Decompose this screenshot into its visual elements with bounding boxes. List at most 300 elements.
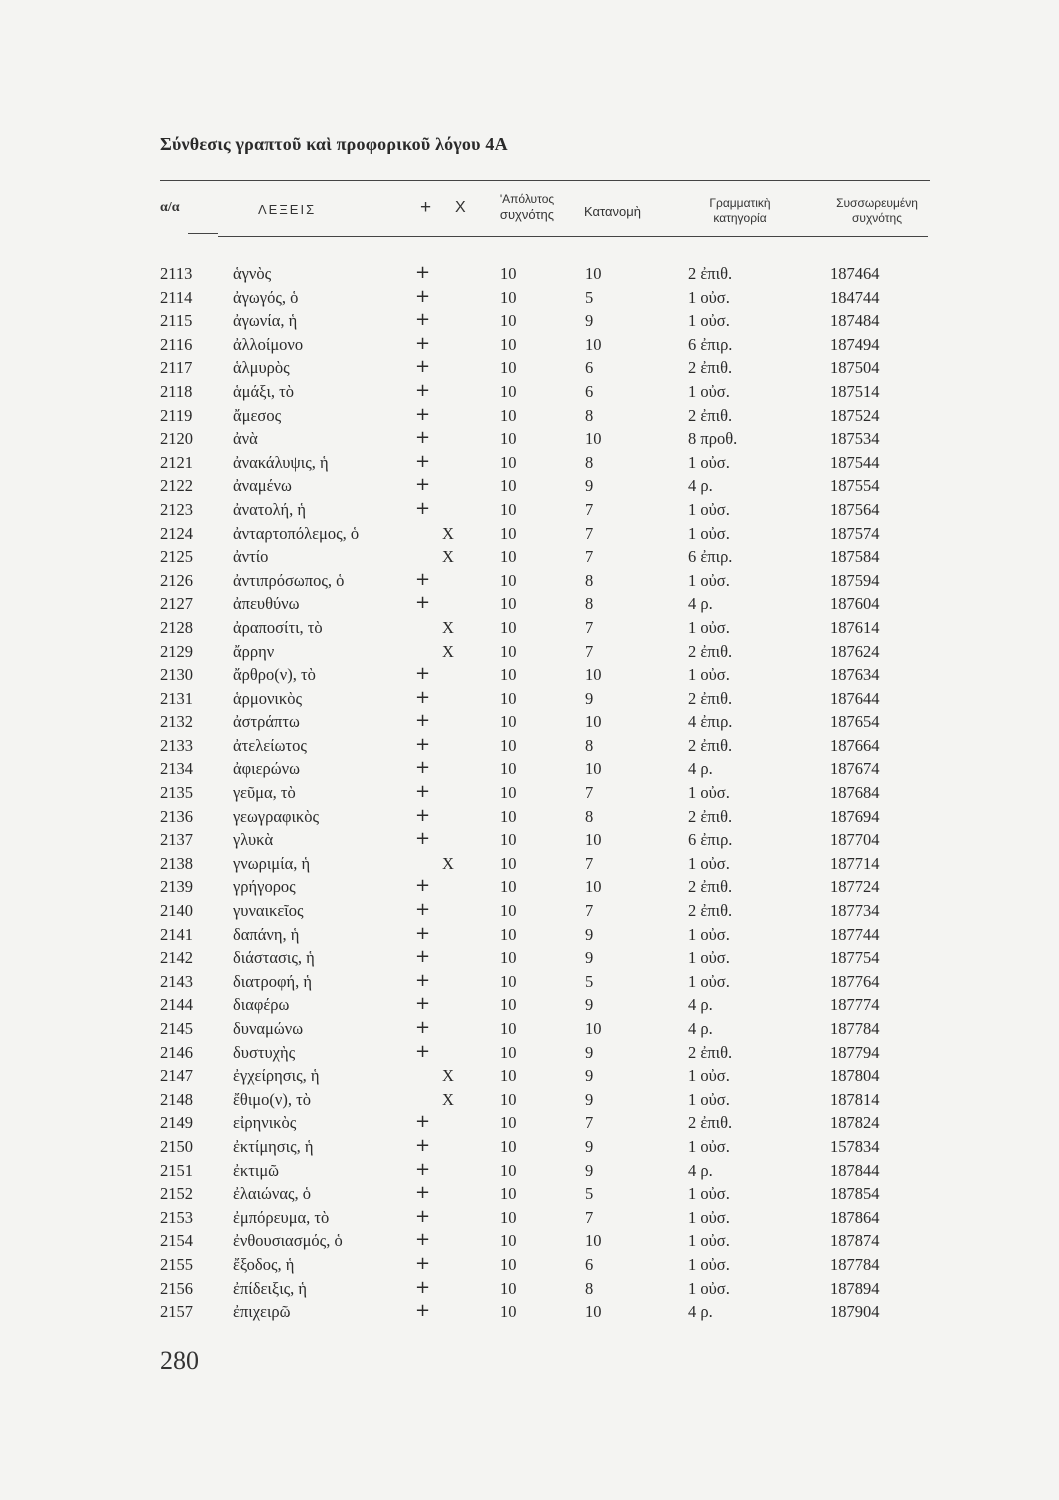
- table-row: [0, 1040, 1059, 1067]
- cell-grammatical-category: 1 οὐσ.: [688, 1278, 730, 1298]
- cell-absolute-frequency: 10: [500, 617, 517, 637]
- cell-cumulative-frequency: 187544: [830, 452, 880, 472]
- cell-distribution: 10: [585, 759, 602, 779]
- cell-row-number: 2127: [160, 594, 193, 614]
- cell-absolute-frequency: 10: [500, 476, 517, 496]
- cell-grammatical-category: 1 οὐσ.: [688, 948, 730, 968]
- cell-word: ἐμπόρευμα, τὸ: [233, 1207, 330, 1227]
- table-row: [0, 332, 1059, 359]
- cell-grammatical-category: 1 οὐσ.: [688, 1089, 730, 1109]
- cell-word: εἰρηνικὸς: [233, 1113, 297, 1133]
- cell-row-number: 2119: [160, 405, 193, 425]
- table-row: [0, 547, 1059, 571]
- cell-cumulative-frequency: 187794: [830, 1042, 880, 1062]
- cell-distribution: 10: [585, 334, 602, 354]
- table-row: [0, 450, 1059, 477]
- cell-distribution: 6: [585, 381, 594, 401]
- cell-word: ἀναμένω: [233, 476, 292, 496]
- cell-row-number: 2138: [160, 853, 193, 873]
- cell-cumulative-frequency: 187594: [830, 570, 880, 590]
- cell-grammatical-category: 4 ρ.: [688, 1160, 713, 1180]
- cell-plus-mark: +: [415, 828, 431, 850]
- cell-word: γνωριμία, ἡ: [233, 853, 311, 873]
- cell-plus-mark: +: [415, 1182, 431, 1204]
- table-row: [0, 1019, 1059, 1043]
- cell-row-number: 2148: [160, 1089, 193, 1109]
- cell-plus-mark: +: [415, 733, 431, 755]
- cell-word: ἀγωνία, ἡ: [233, 311, 298, 331]
- cell-cumulative-frequency: 187764: [830, 971, 880, 991]
- cell-grammatical-category: 6 ἐπιρ.: [688, 547, 733, 567]
- cell-absolute-frequency: 10: [500, 287, 517, 307]
- cell-plus-mark: +: [415, 427, 431, 449]
- cell-grammatical-category: 1 οὐσ.: [688, 1207, 730, 1227]
- cell-grammatical-category: 1 οὐσ.: [688, 287, 730, 307]
- cell-distribution: 7: [585, 523, 594, 543]
- cell-cumulative-frequency: 187874: [830, 1231, 880, 1251]
- cell-absolute-frequency: 10: [500, 877, 517, 897]
- cell-absolute-frequency: 10: [500, 523, 517, 543]
- table-row: [0, 665, 1059, 689]
- cell-x-mark: Χ: [442, 1089, 454, 1109]
- cell-distribution: 9: [585, 476, 594, 496]
- cell-row-number: 2136: [160, 806, 193, 826]
- cell-cumulative-frequency: 187704: [830, 830, 880, 850]
- cell-distribution: 8: [585, 1278, 594, 1298]
- cell-row-number: 2157: [160, 1302, 193, 1322]
- cell-plus-mark: +: [415, 403, 431, 425]
- cell-row-number: 2139: [160, 877, 193, 897]
- cell-cumulative-frequency: 187584: [830, 547, 880, 567]
- cell-word: ἐγχείρησις, ἡ: [233, 1066, 320, 1086]
- cell-grammatical-category: 2 ἐπιθ.: [688, 877, 733, 897]
- cell-row-number: 2135: [160, 783, 193, 803]
- cell-grammatical-category: 1 οὐσ.: [688, 381, 730, 401]
- cell-plus-mark: +: [415, 332, 431, 354]
- cell-word: δαπάνη, ἡ: [233, 924, 300, 944]
- cell-word: ἐλαιώνας, ὁ: [233, 1184, 312, 1204]
- cell-distribution: 7: [585, 853, 594, 873]
- cell-absolute-frequency: 10: [500, 1231, 517, 1251]
- table-row: [0, 830, 1059, 854]
- header-plus: +: [420, 197, 432, 218]
- table-row: [0, 311, 1059, 335]
- cell-word: ἄρρην: [233, 641, 275, 661]
- cell-distribution: 9: [585, 995, 594, 1015]
- cell-distribution: 10: [585, 1231, 602, 1251]
- cell-grammatical-category: 2 ἐπιθ.: [688, 901, 733, 921]
- cell-word: ἐπιχειρῶ: [233, 1302, 291, 1322]
- cell-grammatical-category: 1 οὐσ.: [688, 570, 730, 590]
- cell-cumulative-frequency: 184744: [830, 287, 880, 307]
- cell-grammatical-category: 1 οὐσ.: [688, 523, 730, 543]
- cell-distribution: 7: [585, 547, 594, 567]
- cell-plus-mark: +: [415, 781, 431, 803]
- cell-word: ἐκτίμησις, ἡ: [233, 1136, 314, 1156]
- cell-cumulative-frequency: 187614: [830, 617, 880, 637]
- cell-grammatical-category: 2 ἐπιθ.: [688, 641, 733, 661]
- cell-absolute-frequency: 10: [500, 429, 517, 449]
- cell-absolute-frequency: 10: [500, 1042, 517, 1062]
- cell-word: ἀνὰ: [233, 429, 258, 449]
- table-row: [0, 1276, 1059, 1303]
- cell-plus-mark: +: [415, 285, 431, 307]
- cell-plus-mark: +: [415, 1300, 431, 1322]
- cell-plus-mark: +: [415, 922, 431, 944]
- cell-absolute-frequency: 10: [500, 1136, 517, 1156]
- cell-absolute-frequency: 10: [500, 381, 517, 401]
- table-row: [0, 901, 1059, 925]
- cell-word: διαφέρω: [233, 995, 290, 1015]
- cell-row-number: 2143: [160, 971, 193, 991]
- cell-grammatical-category: 1 οὐσ.: [688, 452, 730, 472]
- cell-absolute-frequency: 10: [500, 853, 517, 873]
- cell-grammatical-category: 1 οὐσ.: [688, 1254, 730, 1274]
- header-bottom-rule: [218, 236, 928, 237]
- cell-x-mark: Χ: [442, 853, 454, 873]
- cell-absolute-frequency: 10: [500, 1066, 517, 1086]
- cell-word: ἀνταρτοπόλεμος, ὁ: [233, 523, 360, 543]
- cell-cumulative-frequency: 187504: [830, 358, 880, 378]
- cell-distribution: 7: [585, 641, 594, 661]
- cell-row-number: 2137: [160, 830, 193, 850]
- cell-plus-mark: +: [415, 993, 431, 1015]
- cell-row-number: 2153: [160, 1207, 193, 1227]
- cell-cumulative-frequency: 157834: [830, 1136, 880, 1156]
- cell-plus-mark: +: [415, 592, 431, 614]
- cell-distribution: 7: [585, 499, 594, 519]
- table-row: [0, 712, 1059, 736]
- cell-distribution: 9: [585, 1066, 594, 1086]
- cell-grammatical-category: 1 οὐσ.: [688, 853, 730, 873]
- cell-plus-mark: +: [415, 1134, 431, 1156]
- cell-x-mark: Χ: [442, 547, 454, 567]
- table-row: [0, 1158, 1059, 1185]
- header-lexeis: ΛΕΞΕΙΣ: [258, 202, 317, 217]
- cell-cumulative-frequency: 187484: [830, 311, 880, 331]
- cell-distribution: 8: [585, 594, 594, 614]
- cell-plus-mark: +: [415, 568, 431, 590]
- cell-absolute-frequency: 10: [500, 452, 517, 472]
- cell-distribution: 10: [585, 877, 602, 897]
- table-row: [0, 948, 1059, 972]
- cell-cumulative-frequency: 187644: [830, 688, 880, 708]
- cell-grammatical-category: 1 οὐσ.: [688, 1136, 730, 1156]
- cell-absolute-frequency: 10: [500, 570, 517, 590]
- cell-cumulative-frequency: 187514: [830, 381, 880, 401]
- cell-grammatical-category: 1 οὐσ.: [688, 1184, 730, 1204]
- cell-grammatical-category: 2 ἐπιθ.: [688, 1113, 733, 1133]
- cell-absolute-frequency: 10: [500, 1019, 517, 1038]
- header-aa: α/α: [160, 200, 180, 215]
- cell-distribution: 10: [585, 264, 602, 283]
- cell-plus-mark: +: [415, 1252, 431, 1274]
- cell-absolute-frequency: 10: [500, 1278, 517, 1298]
- cell-word: γεωγραφικὸς: [233, 806, 320, 826]
- cell-word: δυστυχὴς: [233, 1042, 296, 1062]
- cell-plus-mark: +: [415, 899, 431, 921]
- table-row: [0, 497, 1059, 524]
- cell-grammatical-category: 1 οὐσ.: [688, 924, 730, 944]
- table-row: [0, 1252, 1059, 1279]
- table-row: [0, 618, 1059, 642]
- cell-plus-mark: +: [415, 379, 431, 401]
- cell-row-number: 2114: [160, 287, 193, 307]
- cell-row-number: 2150: [160, 1136, 193, 1156]
- cell-grammatical-category: 6 ἐπιρ.: [688, 334, 733, 354]
- header-cumulative-frequency: [822, 196, 932, 226]
- cell-row-number: 2134: [160, 759, 193, 779]
- cell-x-mark: Χ: [442, 523, 454, 543]
- cell-word: ἀνακάλυψις, ἡ: [233, 452, 329, 472]
- cell-plus-mark: +: [415, 663, 431, 685]
- cell-grammatical-category: 2 ἐπιθ.: [688, 264, 733, 283]
- cell-distribution: 8: [585, 570, 594, 590]
- cell-plus-mark: +: [415, 309, 431, 331]
- cell-row-number: 2116: [160, 334, 193, 354]
- cell-grammatical-category: 2 ἐπιθ.: [688, 806, 733, 826]
- cell-distribution: 7: [585, 1207, 594, 1227]
- cell-row-number: 2120: [160, 429, 193, 449]
- cell-absolute-frequency: 10: [500, 806, 517, 826]
- table-row: [0, 1302, 1059, 1326]
- cell-distribution: 10: [585, 1019, 602, 1038]
- cell-distribution: 9: [585, 924, 594, 944]
- cell-absolute-frequency: 10: [500, 264, 517, 283]
- cell-word: ἔξοδος, ἡ: [233, 1254, 295, 1274]
- header-x: Χ: [455, 199, 466, 216]
- cell-row-number: 2125: [160, 547, 193, 567]
- cell-distribution: 8: [585, 452, 594, 472]
- cell-plus-mark: +: [415, 1205, 431, 1227]
- table-row: [0, 285, 1059, 312]
- cell-row-number: 2122: [160, 476, 193, 496]
- cell-cumulative-frequency: 187654: [830, 712, 880, 732]
- cell-absolute-frequency: 10: [500, 1089, 517, 1109]
- cell-absolute-frequency: 10: [500, 688, 517, 708]
- table-row: [0, 403, 1059, 430]
- cell-distribution: 9: [585, 948, 594, 968]
- cell-plus-mark: +: [415, 946, 431, 968]
- cell-word: ἁρμονικὸς: [233, 688, 302, 708]
- cell-grammatical-category: 2 ἐπιθ.: [688, 358, 733, 378]
- table-row: [0, 1231, 1059, 1255]
- header-distribution: Κατανομὴ: [584, 204, 641, 219]
- cell-distribution: 7: [585, 783, 594, 803]
- cell-word: ἄρθρο(ν), τὸ: [233, 665, 316, 685]
- cell-cumulative-frequency: 187634: [830, 665, 880, 685]
- cell-word: ἀτελείωτος: [233, 735, 307, 755]
- table-row: [0, 686, 1059, 713]
- cell-cumulative-frequency: 187534: [830, 429, 880, 449]
- cell-plus-mark: +: [415, 969, 431, 991]
- cell-word: ἀραποσίτι, τὸ: [233, 617, 323, 637]
- cell-absolute-frequency: 10: [500, 334, 517, 354]
- cell-grammatical-category: 2 ἐπιθ.: [688, 1042, 733, 1062]
- table-row: [0, 969, 1059, 996]
- cell-grammatical-category: 1 οὐσ.: [688, 1231, 730, 1251]
- cell-cumulative-frequency: 187624: [830, 641, 880, 661]
- header-top-rule: [160, 180, 930, 181]
- table-row: [0, 1066, 1059, 1090]
- cell-absolute-frequency: 10: [500, 995, 517, 1015]
- cell-grammatical-category: 1 οὐσ.: [688, 617, 730, 637]
- cell-distribution: 10: [585, 830, 602, 850]
- cell-grammatical-category: 4 ἐπιρ.: [688, 712, 733, 732]
- cell-distribution: 5: [585, 287, 594, 307]
- cell-plus-mark: +: [415, 262, 431, 283]
- cell-cumulative-frequency: 187684: [830, 783, 880, 803]
- cell-plus-mark: +: [415, 356, 431, 378]
- table-row: [0, 922, 1059, 949]
- cell-row-number: 2126: [160, 570, 193, 590]
- cell-absolute-frequency: 10: [500, 735, 517, 755]
- cell-distribution: 9: [585, 688, 594, 708]
- cell-distribution: 10: [585, 1302, 602, 1322]
- cell-distribution: 6: [585, 358, 594, 378]
- cell-plus-mark: +: [415, 1276, 431, 1298]
- cell-row-number: 2144: [160, 995, 193, 1015]
- cell-distribution: 8: [585, 735, 594, 755]
- cell-absolute-frequency: 10: [500, 641, 517, 661]
- cell-x-mark: Χ: [442, 617, 454, 637]
- cell-row-number: 2130: [160, 665, 193, 685]
- cell-cumulative-frequency: 187744: [830, 924, 880, 944]
- cell-plus-mark: +: [415, 450, 431, 472]
- cell-distribution: 8: [585, 405, 594, 425]
- table-row: [0, 1090, 1059, 1114]
- table-row: [0, 1205, 1059, 1232]
- cell-distribution: 7: [585, 617, 594, 637]
- header-absolute-frequency: [487, 192, 567, 222]
- table-row: [0, 877, 1059, 901]
- cell-word: γεῦμα, τὸ: [233, 783, 296, 803]
- header-absolute-line2: συχνότης: [499, 207, 555, 222]
- table-row: [0, 379, 1059, 406]
- cell-word: ἀφιερώνω: [233, 759, 300, 779]
- cell-x-mark: Χ: [442, 1066, 454, 1086]
- table-row: [0, 594, 1059, 618]
- cell-word: ἐπίδειξις, ἡ: [233, 1278, 308, 1298]
- header-cumulative-line1: Συσσωρευμένη: [836, 196, 918, 210]
- cell-distribution: 6: [585, 1254, 594, 1274]
- cell-grammatical-category: 1 οὐσ.: [688, 971, 730, 991]
- header-grammatical-line2: κατηγορία: [713, 211, 767, 225]
- cell-grammatical-category: 1 οὐσ.: [688, 311, 730, 331]
- cell-grammatical-category: 1 οὐσ.: [688, 1066, 730, 1086]
- cell-word: ἐκτιμῶ: [233, 1160, 280, 1180]
- cell-distribution: 10: [585, 712, 602, 732]
- cell-row-number: 2118: [160, 381, 193, 401]
- header-absolute-line1: 'Απόλυτος: [499, 192, 555, 206]
- table-row: [0, 524, 1059, 548]
- cell-word: διάστασις, ἡ: [233, 948, 315, 968]
- cell-word: ἀλλοίμονο: [233, 334, 304, 354]
- cell-distribution: 7: [585, 901, 594, 921]
- cell-word: ἀντιπρόσωπος, ὁ: [233, 570, 345, 590]
- cell-word: δυναμώνω: [233, 1019, 304, 1038]
- table-row: [0, 733, 1059, 760]
- cell-row-number: 2146: [160, 1042, 193, 1062]
- cell-plus-mark: +: [415, 497, 431, 519]
- cell-absolute-frequency: 10: [500, 901, 517, 921]
- cell-grammatical-category: 4 ρ.: [688, 1019, 713, 1038]
- cell-cumulative-frequency: 187864: [830, 1207, 880, 1227]
- cell-grammatical-category: 1 οὐσ.: [688, 783, 730, 803]
- table-row: [0, 995, 1059, 1019]
- cell-word: ἄμεσος: [233, 405, 282, 425]
- cell-cumulative-frequency: 187714: [830, 853, 880, 873]
- cell-row-number: 2141: [160, 924, 193, 944]
- cell-cumulative-frequency: 187774: [830, 995, 880, 1015]
- cell-absolute-frequency: 10: [500, 924, 517, 944]
- cell-row-number: 2124: [160, 523, 193, 543]
- cell-row-number: 2152: [160, 1184, 193, 1204]
- header-grammatical-line1: Γραμματικὴ: [709, 196, 771, 210]
- header-bottom-rule-left: [188, 233, 218, 234]
- cell-cumulative-frequency: 187734: [830, 901, 880, 921]
- cell-cumulative-frequency: 187904: [830, 1302, 880, 1322]
- table-row: [0, 1184, 1059, 1208]
- cell-plus-mark: +: [415, 757, 431, 779]
- cell-cumulative-frequency: 187674: [830, 759, 880, 779]
- cell-word: ἁγνὸς: [233, 264, 272, 283]
- cell-x-mark: Χ: [442, 641, 454, 661]
- cell-row-number: 2121: [160, 452, 193, 472]
- cell-grammatical-category: 1 οὐσ.: [688, 499, 730, 519]
- cell-cumulative-frequency: 187694: [830, 806, 880, 826]
- cell-absolute-frequency: 10: [500, 971, 517, 991]
- cell-word: ἀνατολή, ἡ: [233, 499, 306, 519]
- table-row: [0, 1134, 1059, 1161]
- header-grammatical-category: [690, 196, 790, 226]
- cell-cumulative-frequency: 187494: [830, 334, 880, 354]
- table-row: [0, 1113, 1059, 1137]
- cell-word: ἐνθουσιασμός, ὁ: [233, 1231, 343, 1251]
- cell-distribution: 9: [585, 311, 594, 331]
- cell-row-number: 2123: [160, 499, 193, 519]
- cell-row-number: 2156: [160, 1278, 193, 1298]
- cell-absolute-frequency: 10: [500, 1184, 517, 1204]
- cell-cumulative-frequency: 187724: [830, 877, 880, 897]
- cell-row-number: 2113: [160, 264, 193, 283]
- cell-cumulative-frequency: 187464: [830, 264, 880, 283]
- cell-distribution: 7: [585, 1113, 594, 1133]
- cell-word: ἀπευθύνω: [233, 594, 300, 614]
- cell-word: διατροφή, ἡ: [233, 971, 313, 991]
- cell-row-number: 2145: [160, 1019, 193, 1038]
- cell-cumulative-frequency: 187784: [830, 1019, 880, 1038]
- cell-absolute-frequency: 10: [500, 358, 517, 378]
- cell-grammatical-category: 2 ἐπιθ.: [688, 688, 733, 708]
- cell-plus-mark: +: [415, 1229, 431, 1251]
- table-row: [0, 759, 1059, 783]
- cell-word: γρήγορος: [233, 877, 296, 897]
- cell-absolute-frequency: 10: [500, 1207, 517, 1227]
- cell-absolute-frequency: 10: [500, 311, 517, 331]
- cell-absolute-frequency: 10: [500, 712, 517, 732]
- cell-row-number: 2131: [160, 688, 193, 708]
- cell-absolute-frequency: 10: [500, 594, 517, 614]
- cell-cumulative-frequency: 187814: [830, 1089, 880, 1109]
- cell-absolute-frequency: 10: [500, 1302, 517, 1322]
- cell-cumulative-frequency: 187824: [830, 1113, 880, 1133]
- cell-row-number: 2133: [160, 735, 193, 755]
- cell-plus-mark: +: [415, 1040, 431, 1062]
- cell-absolute-frequency: 10: [500, 665, 517, 685]
- cell-absolute-frequency: 10: [500, 547, 517, 567]
- cell-distribution: 5: [585, 1184, 594, 1204]
